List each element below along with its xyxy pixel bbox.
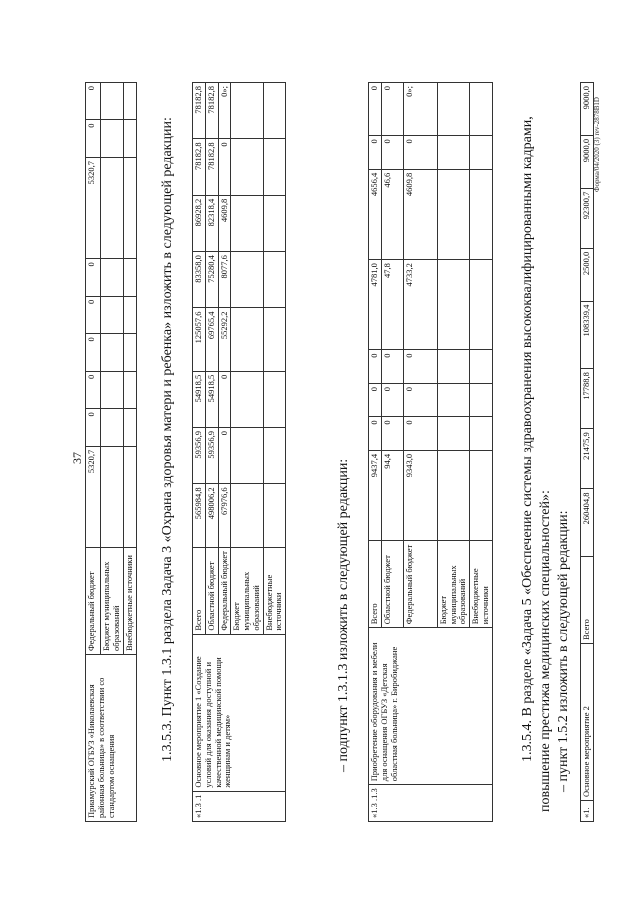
value-cell: 54918,5 — [193, 371, 206, 427]
value-cell: 0 — [369, 417, 382, 450]
table-1-3-1 — [192, 82, 286, 822]
value-cell: 86928,2 — [193, 195, 206, 251]
funding-source: Федеральный бюджет — [403, 541, 437, 628]
value-cell: 125057,6 — [193, 308, 206, 371]
value-cell: 59356,9 — [193, 428, 206, 484]
value-cell: 4781,0 — [369, 260, 382, 350]
value-cell: 0 — [403, 136, 437, 169]
value-cell: 260404,8 — [581, 489, 594, 557]
paragraph-1-3-5-4: 1.3.5.4. В разделе «Задача 5 «Обеспечение системы здравоохранения высококвалифицированными кадрами, — [520, 116, 535, 762]
value-cell: 78182,8 — [193, 83, 206, 139]
paragraph-1-3-5-4-cont: повышение престижа медицинских специальностей»: — [538, 490, 553, 812]
table-row — [193, 83, 206, 822]
value-cell: 9437,4 — [369, 450, 382, 540]
value-cell: 4609,8 — [218, 195, 231, 251]
paragraph-point-1-5-2: – пункт 1.5.2 изложить в следующей редакции: — [556, 510, 571, 792]
row-number: «1.3 .1.3 — [369, 785, 493, 822]
document-reference-code: Форма/04/2020 (3) rev-2878B1D — [593, 97, 601, 192]
value-cell: 0 — [218, 139, 231, 195]
value-cell: 5320,7 — [86, 446, 101, 547]
value-cell: 4609,8 — [403, 169, 437, 259]
value-cell: 78182,8 — [193, 139, 206, 195]
value-cell: 565984,8 — [193, 484, 206, 547]
funding-source: Федеральный бюджет — [86, 548, 101, 655]
value-cell: 47,8 — [381, 260, 403, 350]
funding-source: Федеральный бюджет — [218, 547, 231, 634]
value-cell: 0 — [381, 136, 403, 169]
value-cell: 8077,6 — [218, 252, 231, 308]
funding-source: Бюджет муниципальных образований — [101, 548, 124, 655]
row-number: «1.3 .1 — [193, 791, 286, 821]
value-cell: 9000,0 — [581, 83, 594, 136]
value-cell: 0 — [369, 83, 382, 136]
value-cell: 69765,4 — [205, 308, 218, 371]
value-cell: 0 — [218, 428, 231, 484]
value-cell: 92300,7 — [581, 188, 594, 248]
value-cell: 21475,9 — [581, 429, 594, 489]
value-cell: 59356,9 — [205, 428, 218, 484]
rotated-document-page — [40, 22, 600, 882]
value-cell: 0 — [86, 120, 101, 158]
funding-source: Областной бюджет — [205, 547, 218, 634]
value-cell: 0»; — [218, 83, 231, 139]
funding-source: Внебюджетные источники — [123, 548, 136, 655]
page-number: 37 — [70, 452, 84, 464]
value-cell: 0 — [381, 383, 403, 416]
value-cell: 4733,2 — [403, 260, 437, 350]
table-1-5-2 — [580, 82, 594, 822]
value-cell: 4656,4 — [369, 169, 382, 259]
measure-name: Основное мероприятие 2 — [581, 644, 594, 801]
value-cell: 0 — [86, 83, 101, 121]
value-cell: 46,6 — [381, 169, 403, 259]
funding-source: Всего — [193, 547, 206, 634]
table-continuation — [85, 82, 137, 822]
value-cell: 5320,7 — [86, 158, 101, 259]
value-cell: 0 — [218, 371, 231, 427]
table-row — [86, 83, 101, 822]
value-cell: 9000,0 — [581, 135, 594, 188]
value-cell: 94,4 — [381, 450, 403, 540]
value-cell: 0 — [381, 83, 403, 136]
funding-source: Областной бюджет — [381, 541, 403, 628]
value-cell: 54918,5 — [205, 371, 218, 427]
funding-source: Всего — [581, 557, 594, 644]
value-cell: 67976,6 — [218, 484, 231, 547]
value-cell: 75280,4 — [205, 252, 218, 308]
paragraph-sub-1-3-1-3: – подпункт 1.3.1.3 изложить в следующей редакции: — [336, 458, 351, 772]
value-cell: 0 — [369, 136, 382, 169]
table-row — [369, 83, 382, 822]
value-cell: 0 — [86, 296, 101, 334]
value-cell: 83358,0 — [193, 252, 206, 308]
measure-name: Приамурский ОГБУЗ «Николаевская районная больница» в соответствии со стандартом оснащения — [86, 655, 137, 822]
value-cell: 0 — [86, 371, 101, 409]
value-cell: 498006,2 — [205, 484, 218, 547]
value-cell: 0 — [381, 350, 403, 383]
value-cell: 55292,2 — [218, 308, 231, 371]
value-cell: 0 — [86, 334, 101, 372]
value-cell: 2500,0 — [581, 248, 594, 301]
value-cell: 0 — [369, 350, 382, 383]
value-cell: 0 — [86, 259, 101, 297]
value-cell: 0»; — [403, 83, 437, 136]
measure-name: Основное мероприятие 1 «Создание условий для оказания доступной и качественной медицинской помощи женщинам и детям» — [193, 634, 286, 791]
value-cell: 0 — [403, 350, 437, 383]
value-cell: 0 — [86, 409, 101, 447]
value-cell: 78182,8 — [205, 139, 218, 195]
value-cell: 78182,8 — [205, 83, 218, 139]
value-cell: 108339,4 — [581, 301, 594, 369]
row-number: «1. — [581, 801, 594, 822]
table-row — [581, 83, 594, 822]
value-cell: 0 — [403, 383, 437, 416]
funding-source: Бюджет муниципальных образований — [437, 541, 469, 628]
value-cell: 9343,0 — [403, 450, 437, 540]
funding-source: Внебюджетные источники — [470, 541, 493, 628]
measure-name: Приобретение оборудования и мебели для оснащения ОГБУЗ «Детская областная больница» г. Биробиджане — [369, 628, 493, 785]
value-cell: 0 — [381, 417, 403, 450]
value-cell: 82318,4 — [205, 195, 218, 251]
funding-source: Бюджет муниципальных образований — [231, 547, 263, 634]
value-cell: 0 — [403, 417, 437, 450]
funding-source: Всего — [369, 541, 382, 628]
value-cell: 17788,8 — [581, 369, 594, 429]
table-1-3-1-3 — [368, 82, 493, 822]
funding-source: Внебюджетные источники — [263, 547, 286, 634]
paragraph-1-3-5-3: 1.3.5.3. Пункт 1.3.1 раздела Задача 3 «Охрана здоровья матери и ребенка» изложить в следующей редакции: — [160, 117, 175, 762]
value-cell: 0 — [369, 383, 382, 416]
